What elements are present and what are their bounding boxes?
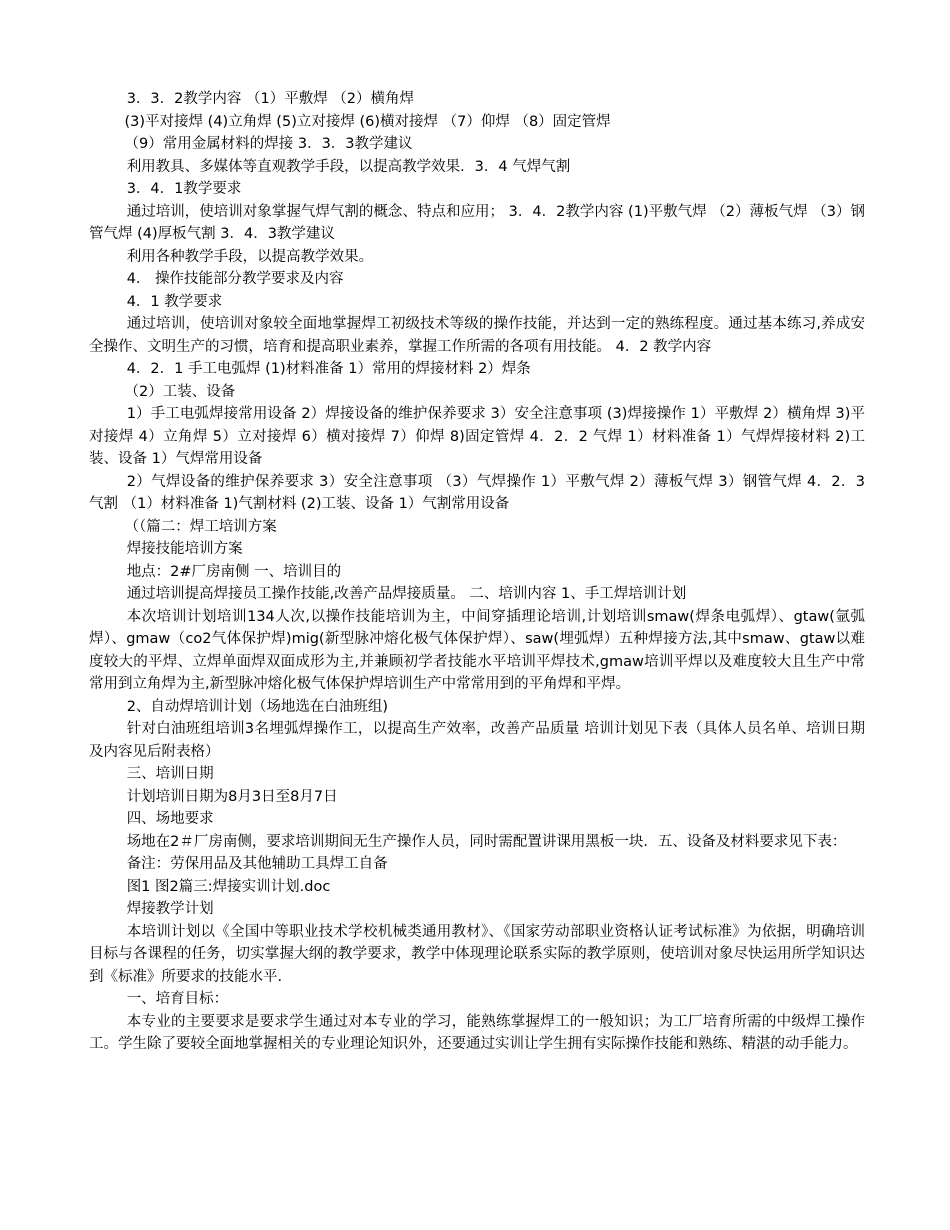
paragraph: 3．3．2教学内容 （1）平敷焊 （2）横角焊 (126, 91, 415, 107)
paragraph: 通过培训，使培训对象较全面地掌握焊工初级技术等级的操作技能，并达到一定的熟练程度。通过基本练习,养成安全操作、文明生产的习惯，培育和提高职业素养，掌握工作所需的各项有用技能。 4．2 教学内容 (89, 316, 865, 355)
paragraph: 一、培育目标： (126, 991, 229, 1007)
paragraph: (3)平对接焊 (4)立角焊 (5)立对接焊 (6)横对接焊 （7）仰焊 （8）固定管焊 (124, 113, 611, 130)
paragraph: 4．1 教学要求 (126, 293, 223, 310)
paragraph: 四、场地要求 (126, 811, 214, 827)
paragraph: 4．2．1 手工电弧焊 (1)材料准备 1）常用的焊接材料 2）焊条 (126, 361, 531, 377)
paragraph: 4． 操作技能部分教学要求及内容 (126, 271, 344, 287)
paragraph: 地点：2#厂房南侧 一、培训目的 (126, 563, 342, 580)
paragraph: 计划培训日期为8月3日至8月7日 (126, 788, 338, 805)
paragraph: 本次培训计划培训134人次,以操作技能培训为主，中间穿插理论培训,计划培训smaw(焊条电弧焊）、gtaw(氩弧焊）、gmaw（co2气体保护焊)mig(新型脉冲熔化极气体保护焊）、saw(埋弧焊）五种焊接方法,其中smaw、gtaw以难度较大的平焊、立焊单面焊双面成形为主,并兼顾初学者技能水平培训平焊技术,gmaw培训平焊以及难度较大且生产中常常用到立角焊为主,新型脉冲熔化极气体保护焊培训生产中常常用到的平角焊和平焊。 (89, 608, 865, 692)
paragraph: 焊接教学计划 (126, 901, 214, 917)
paragraph: 本培训计划以《全国中等职业技术学校机械类通用教材》、《国家劳动部职业资格认证考试标准》为依据，明确培训目标与各课程的任务，切实掌握大纲的教学要求，教学中体现理论联系实际的教学原则，使培训对象尽快运用所学知识达到《标准》所要求的技能水平. (89, 923, 865, 985)
paragraph: 场地在2＃厂房南侧，要求培训期间无生产操作人员，同时需配置讲课用黑板一块．五、设备及材料要求见下表： (126, 833, 847, 850)
paragraph: 2）气焊设备的维护保养要求 3）安全注意事项 （3）气焊操作 1）平敷气焊 2）薄板气焊 3）钢管气焊 4．2．3 气割 （1）材料准备 1)气割材料 (2)工装、设备 1）气割常用设备 (89, 473, 865, 512)
paragraph: （（篇二：焊工培训方案 (124, 518, 277, 535)
paragraph: 利用教具、多媒体等直观教学手段，以提高教学效果．3．4 气焊气割 (126, 158, 571, 175)
paragraph: （9）常用金属材料的焊接 3．3．3教学建议 (124, 136, 413, 152)
paragraph: 三、培训日期 (126, 766, 214, 782)
document-body (89, 88, 865, 1056)
paragraph: 1）手工电弧焊接常用设备 2）焊接设备的维护保养要求 3）安全注意事项 (3)焊接操作 1）平敷焊 2）横角焊 3)平对接焊 4）立角焊 5）立对接焊 6）横对接焊 7）仰焊 8)固定管焊 4．2．2 气焊 1）材料准备 1）气焊焊接材料 2)工装、设备 1）气焊常用设备 (89, 406, 865, 467)
paragraph: 本专业的主要要求是要求学生通过对本专业的学习，能熟练掌握焊工的一般知识；为工厂培育所需的中级焊工操作工。学生除了要较全面地掌握相关的专业理论知识外，还要通过实训让学生拥有实际操作技能和熟练、精湛的动手能力。 (89, 1013, 865, 1052)
paragraph: 备注：劳保用品及其他辅助工具焊工自备 (126, 856, 388, 872)
paragraph: （2）工装、设备 (124, 383, 236, 400)
paragraph: 通过培训提高焊接员工操作技能,改善产品焊接质量。 二、培训内容 1、手工焊培训计划 (126, 586, 687, 602)
paragraph: 利用各种教学手段，以提高教学效果。 (126, 248, 374, 265)
paragraph: 焊接技能培训方案 (126, 541, 243, 557)
paragraph: 3．4．1教学要求 (126, 181, 242, 197)
paragraph: 图1 图2篇三:焊接实训计划.doc (126, 878, 331, 895)
paragraph: 针对白油班组培训3名埋弧焊操作工，以提高生产效率，改善产品质量 培训计划见下表（具体人员名单、培训日期及内容见后附表格） (89, 721, 865, 760)
paragraph: 通过培训，使培训对象掌握气焊气割的概念、特点和应用； 3．4．2教学内容 (1)平敷气焊 （2）薄板气焊 （3）钢管气焊 (4)厚板气割 3．4．3教学建议 (89, 203, 865, 242)
paragraph: 2、自动焊培训计划（场地选在白油班组) (126, 698, 389, 715)
